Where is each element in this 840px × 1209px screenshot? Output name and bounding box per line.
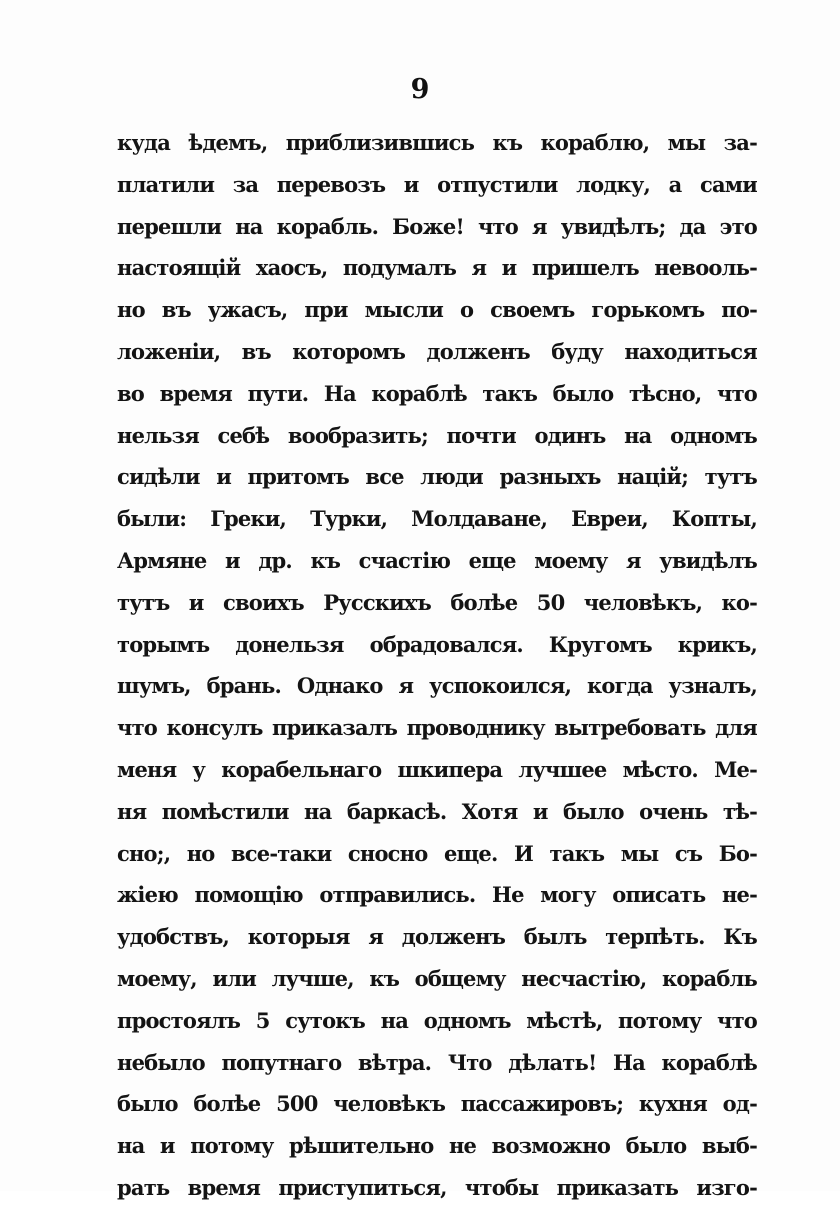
text-line: но въ ужасъ, при мысли о своемъ горькомъ по- xyxy=(117,297,757,323)
text-line: шумъ, брань. Однако я успокоился, когда узналъ, xyxy=(117,673,757,699)
text-line: что консулъ приказалъ проводнику вытребовать для xyxy=(117,715,757,741)
page-number: 9 xyxy=(410,74,430,105)
text-line: перешли на корабль. Боже! что я увидѣлъ; да это xyxy=(117,213,757,239)
text-line: во время пути. На кораблѣ такъ было тѣсно, что xyxy=(117,380,757,406)
text-line: жіею помощію отправились. Не могу описать не- xyxy=(117,882,757,908)
text-line: ня помѣстили на баркасѣ. Хотя и было очень тѣ- xyxy=(117,798,757,824)
text-line: сно;, но все-таки сносно еще. И такъ мы съ Бо- xyxy=(117,840,757,866)
text-line: моему, или лучше, къ общему несчастію, корабль xyxy=(117,965,757,991)
text-line: простоялъ 5 сутокъ на одномъ мѣстѣ, потому что xyxy=(117,1007,757,1033)
text-line: на и потому рѣшительно не возможно было выб- xyxy=(117,1133,757,1159)
text-line: куда ѣдемъ, приблизившись къ кораблю, мы за- xyxy=(117,130,757,155)
text-line: сидѣли и притомъ все люди разныхъ націй; тутъ xyxy=(117,464,757,490)
text-line: платили за перевозъ и отпустили лодку, а сами xyxy=(117,171,757,197)
text-line: ложеніи, въ которомъ долженъ буду находиться xyxy=(117,338,757,364)
text-line: были: Греки, Турки, Молдаване, Евреи, Копты, xyxy=(117,506,757,532)
text-line: было болѣе 500 человѣкъ пассажировъ; кухня од- xyxy=(117,1091,757,1117)
text-line: удобствъ, которыя я долженъ былъ терпѣть. Къ xyxy=(117,924,757,950)
text-line: рать время приступиться, чтобы приказать изго- xyxy=(117,1174,757,1200)
text-line: настоящій хаосъ, подумалъ я и пришелъ невооль- xyxy=(117,255,757,281)
text-line: небыло попутнаго вѣтра. Что дѣлать! На кораблѣ xyxy=(117,1049,757,1075)
text-line: нельзя себѣ вообразить; почти одинъ на одномъ xyxy=(117,422,757,448)
text-line: торымъ донельзя обрадовался. Кругомъ крикъ, xyxy=(117,631,757,657)
body-text xyxy=(117,122,757,1209)
text-line: Армяне и др. къ счастію еще моему я увидѣлъ xyxy=(117,547,757,573)
text-line: тутъ и своихъ Русскихъ болѣе 50 человѣкъ, ко- xyxy=(117,589,757,615)
text-line: меня у корабельнаго шкипера лучшее мѣсто. Ме- xyxy=(117,756,757,782)
